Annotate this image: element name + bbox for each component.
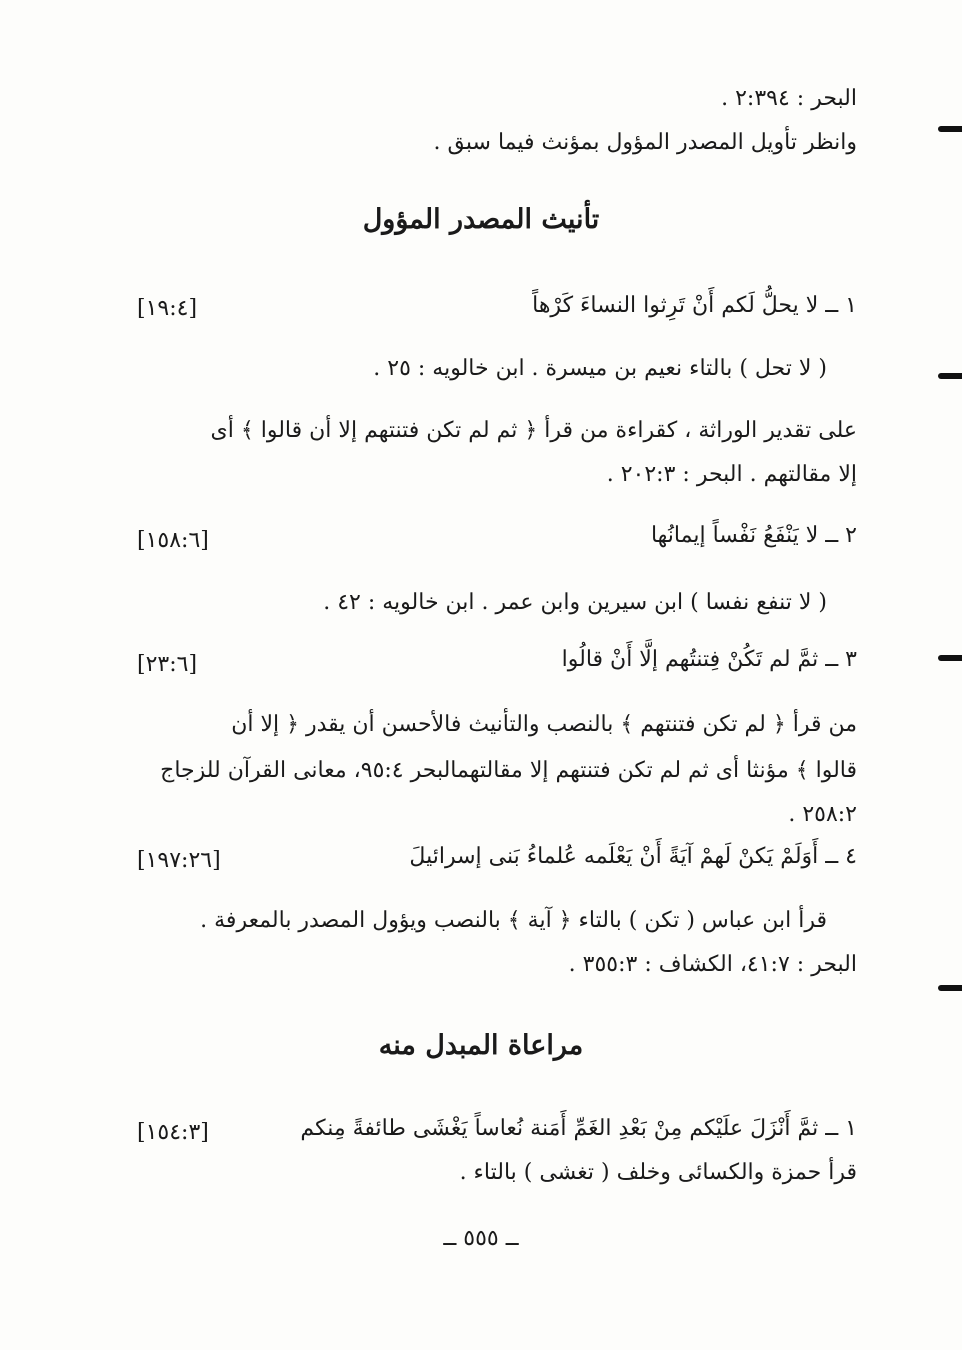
intro-line-2: وانظر تأويل المصدر المؤول بمؤنث فيما سبق . bbox=[433, 130, 857, 155]
reading-note: ( لا تحل ) بالتاء نعيم بن ميسرة . ابن خالويه : ٢٥ . bbox=[373, 356, 827, 381]
commentary-line: على تقدير الوراثة ، كقراءة من قرأ ﴿ ثم لم تكن فتنتهم إلا أن قالوا ﴾ أى bbox=[210, 418, 857, 443]
verse-reference: [١٩:٤] bbox=[137, 296, 198, 321]
margin-mark bbox=[938, 126, 962, 132]
verse-line: ٤ ــ أَوَلَمْ يَكنْ لَهمْ آيَةً أَنْ يَعْلَمه عُلماءُ بَنى إسرائيلَ bbox=[409, 844, 857, 869]
reading-note: قرأ حمزة والكسائى وخلف ( تغشى ) بالتاء . bbox=[459, 1160, 857, 1185]
verse-reference: [٢٣:٦] bbox=[137, 652, 198, 677]
verse-reference: [١٩٧:٢٦] bbox=[137, 848, 221, 873]
commentary-line: البحر : ٤١:٧، الكشاف : ٣٥٥:٣ . bbox=[568, 952, 857, 977]
intro-line-1: البحر : ٢:٣٩٤ . bbox=[721, 86, 857, 111]
verse-line: ٣ ــ ثمَّ لم تَكُنْ فِتنتُهم إلَّا أَنْ قالُوا bbox=[561, 647, 857, 672]
verse-line: ٢ ــ لا يَنْفَعُ نَفْساً إيمانُها bbox=[650, 523, 857, 548]
verse-line: ١ ــ ثمَّ أَنْزَلَ علَيْكم مِنْ بَعْدِ الغَمِّ أَمَنة نُعاساً يَغْشَى طائفةً مِنكم bbox=[300, 1116, 857, 1141]
verse-reference: [١٥٨:٦] bbox=[137, 528, 209, 553]
commentary-line: قالوا ﴾ مؤنثا أى ثم لم تكن فتنتهم إلا مقالتهمالبحر ٩٥:٤، معانى القرآن للزجاج bbox=[160, 758, 857, 783]
page-number: ــ ٥٥٥ ــ bbox=[443, 1226, 519, 1251]
commentary-line: من قرأ ﴿ لم تكن فتنتهم ﴾ بالنصب والتأنيث فالأحسن أن يقدر ﴿ إلا أن bbox=[231, 712, 857, 737]
verse-line: ١ ــ لا يحلُّ لَكم أَنْ تَرِثوا النساءَ كَرْهاً bbox=[532, 293, 857, 318]
reading-note: ( لا تنفع نفسا ) ابن سيرين وابن عمر . ابن خالويه : ٤٢ . bbox=[323, 590, 827, 615]
commentary-line: إلا مقالتهم . البحر : ٢٠٢:٣ . bbox=[606, 462, 857, 487]
section-heading: تأنيث المصدر المؤول bbox=[362, 204, 600, 235]
margin-mark bbox=[938, 373, 962, 379]
commentary-line: ٢٥٨:٢ . bbox=[788, 802, 857, 827]
margin-mark bbox=[938, 985, 962, 991]
commentary-line: قرأ ابن عباس ( تكن ) بالتاء ﴿ آية ﴾ بالنصب ويؤول المصدر بالمعرفة . bbox=[200, 908, 827, 933]
section-heading: مراعاة المبدل منه bbox=[378, 1030, 584, 1061]
margin-mark bbox=[938, 655, 962, 661]
verse-reference: [١٥٤:٣] bbox=[137, 1120, 209, 1145]
